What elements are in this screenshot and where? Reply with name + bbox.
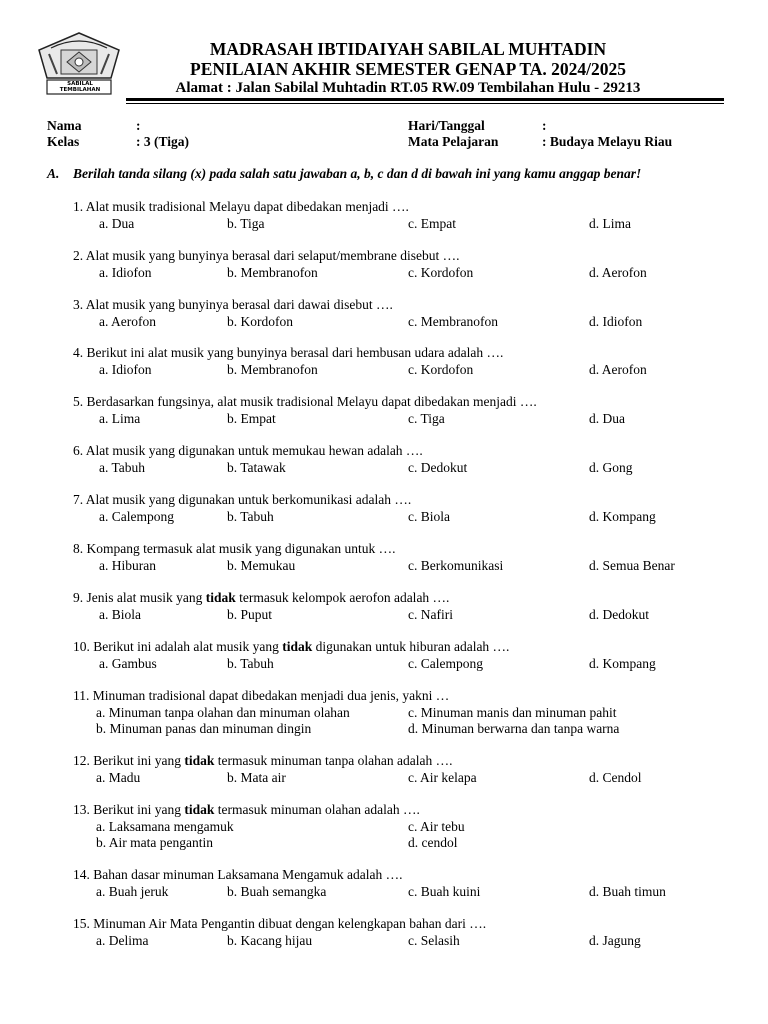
question-number: 12. [73,753,94,768]
question-text: 11. Minuman tradisional dapat dibedakan menjadi dua jenis, yakni … [73,688,450,703]
question-number: 7. [73,492,86,507]
option-c[interactable]: c. Selasih [408,933,460,948]
option-d[interactable]: d. Aerofon [589,362,647,377]
question-number: 13. [73,802,94,817]
option-d[interactable]: d. Buah timun [589,884,666,899]
section-letter: A. [47,166,60,181]
option-b[interactable]: b. Tatawak [227,460,286,475]
header-divider-thin [126,103,724,104]
option-a[interactable]: a. Buah jeruk [96,884,169,899]
question-text: 1. Alat musik tradisional Melayu dapat dibedakan menjadi …. [73,199,409,214]
option-b[interactable]: b. Mata air [227,770,286,785]
question-text: 7. Alat musik yang digunakan untuk berkomunikasi adalah …. [73,492,412,507]
option-d[interactable]: d. Gong [589,460,633,475]
question-number: 4. [73,345,87,360]
option-a[interactable]: a. Idiofon [99,362,152,377]
instruction-text: Berilah tanda silang (x) pada salah satu jawaban a, b, c dan d di bawah ini yang kamu anggap benar! [73,166,642,181]
option-d[interactable]: d. Minuman berwarna dan tanpa warna [408,721,620,736]
school-logo [31,30,127,98]
school-address: Alamat : Jalan Sabilal Muhtadin RT.05 RW.09 Tembilahan Hulu - 29213 [175,80,641,96]
option-c[interactable]: c. Air kelapa [408,770,477,785]
option-d[interactable]: d. Dedokut [589,607,649,622]
option-c[interactable]: c. Berkomunikasi [408,558,504,573]
option-b[interactable]: b. Minuman panas dan minuman dingin [96,721,312,736]
option-b[interactable]: b. Kordofon [227,314,293,329]
question-number: 2. [73,248,86,263]
mata-pelajaran-value: : Budaya Melayu Riau [542,134,673,149]
option-a[interactable]: a. Madu [96,770,141,785]
option-d[interactable]: d. Kompang [589,656,656,671]
option-d[interactable]: d. Jagung [589,933,641,948]
option-b[interactable]: b. Memukau [227,558,296,573]
nama-label: Nama [47,118,82,133]
emphasis-word: tidak [184,753,215,768]
question-text: 5. Berdasarkan fungsinya, alat musik tradisional Melayu dapat dibedakan menjadi …. [73,394,537,409]
option-a[interactable]: a. Lima [99,411,141,426]
option-d[interactable]: d. Lima [589,216,631,231]
option-b[interactable]: b. Tabuh [227,509,274,524]
question-text: 12. Berikut ini yang tidak termasuk minuman tanpa olahan adalah …. [73,753,453,768]
question-text: 15. Minuman Air Mata Pengantin dibuat dengan kelengkapan bahan dari …. [73,916,487,931]
logo-caption: SABILAL TEMBILAHAN [59,81,101,93]
question-text: 2. Alat musik yang bunyinya berasal dari selaput/membrane disebut …. [73,248,460,263]
question-number: 3. [73,297,86,312]
option-b[interactable]: b. Membranofon [227,362,318,377]
mata-pelajaran-label: Mata Pelajaran [408,134,499,149]
question-text: 3. Alat musik yang bunyinya berasal dari dawai disebut …. [73,297,393,312]
option-c[interactable]: c. Minuman manis dan minuman pahit [408,705,617,720]
option-c[interactable]: c. Calempong [408,656,483,671]
option-c[interactable]: c. Buah kuini [408,884,481,899]
option-d[interactable]: d. Dua [589,411,625,426]
option-c[interactable]: c. Empat [408,216,456,231]
question-number: 6. [73,443,86,458]
option-b[interactable]: b. Air mata pengantin [96,835,213,850]
option-d[interactable]: d. Kompang [589,509,656,524]
question-text: 14. Bahan dasar minuman Laksamana Mengamuk adalah …. [73,867,403,882]
option-d[interactable]: d. Idiofon [589,314,643,329]
question-text: 13. Berikut ini yang tidak termasuk minuman olahan adalah …. [73,802,420,817]
question-text: 9. Jenis alat musik yang tidak termasuk kelompok aerofon adalah …. [73,590,450,605]
option-a[interactable]: a. Tabuh [99,460,146,475]
exam-title: PENILAIAN AKHIR SEMESTER GENAP TA. 2024/2025 [190,59,626,79]
option-d[interactable]: d. Aerofon [589,265,647,280]
option-a[interactable]: a. Dua [99,216,135,231]
option-b[interactable]: b. Tabuh [227,656,274,671]
question-text: 4. Berikut ini alat musik yang bunyinya berasal dari hembusan udara adalah …. [73,345,504,360]
question-number: 1. [73,199,86,214]
question-number: 15. [73,916,94,931]
option-a[interactable]: a. Aerofon [99,314,156,329]
option-b[interactable]: b. Puput [227,607,273,622]
option-b[interactable]: b. Buah semangka [227,884,327,899]
question-number: 11. [73,688,93,703]
option-c[interactable]: c. Kordofon [408,265,474,280]
kelas-label: Kelas [47,134,80,149]
option-a[interactable]: a. Hiburan [99,558,156,573]
option-a[interactable]: a. Delima [96,933,149,948]
option-d[interactable]: d. Semua Benar [589,558,675,573]
nama-field[interactable]: : [136,118,141,133]
option-c[interactable]: c. Biola [408,509,450,524]
question-number: 9. [73,590,87,605]
option-a[interactable]: a. Idiofon [99,265,152,280]
option-c[interactable]: c. Nafiri [408,607,453,622]
option-b[interactable]: b. Kacang hijau [227,933,313,948]
emphasis-word: tidak [184,802,215,817]
option-a[interactable]: a. Gambus [99,656,157,671]
kelas-value: : 3 (Tiga) [136,134,189,149]
emphasis-word: tidak [205,590,236,605]
option-d[interactable]: d. cendol [408,835,458,850]
question-text: 6. Alat musik yang digunakan untuk memukau hewan adalah …. [73,443,423,458]
question-number: 8. [73,541,87,556]
option-b[interactable]: b. Empat [227,411,276,426]
question-text: 10. Berikut ini adalah alat musik yang tidak digunakan untuk hiburan adalah …. [73,639,510,654]
option-d[interactable]: d. Cendol [589,770,642,785]
question-number: 5. [73,394,87,409]
option-c[interactable]: c. Tiga [408,411,445,426]
header-divider-thick [126,98,724,101]
option-c[interactable]: c. Air tebu [408,819,465,834]
hari-tanggal-label: Hari/Tanggal [408,118,485,133]
option-a[interactable]: a. Laksamana mengamuk [96,819,234,834]
option-b[interactable]: b. Membranofon [227,265,318,280]
section-instruction [47,166,641,182]
option-c[interactable]: c. Membranofon [408,314,498,329]
hari-tanggal-field[interactable]: : [542,118,547,133]
question-text: 8. Kompang termasuk alat musik yang digunakan untuk …. [73,541,396,556]
option-a[interactable]: a. Biola [99,607,141,622]
option-a[interactable]: a. Calempong [99,509,174,524]
option-c[interactable]: c. Kordofon [408,362,474,377]
option-a[interactable]: a. Minuman tanpa olahan dan minuman olahan [96,705,350,720]
option-b[interactable]: b. Tiga [227,216,265,231]
option-c[interactable]: c. Dedokut [408,460,468,475]
school-name: MADRASAH IBTIDAIYAH SABILAL MUHTADIN [209,39,607,59]
question-number: 14. [73,867,94,882]
question-number: 10. [73,639,94,654]
emphasis-word: tidak [282,639,313,654]
